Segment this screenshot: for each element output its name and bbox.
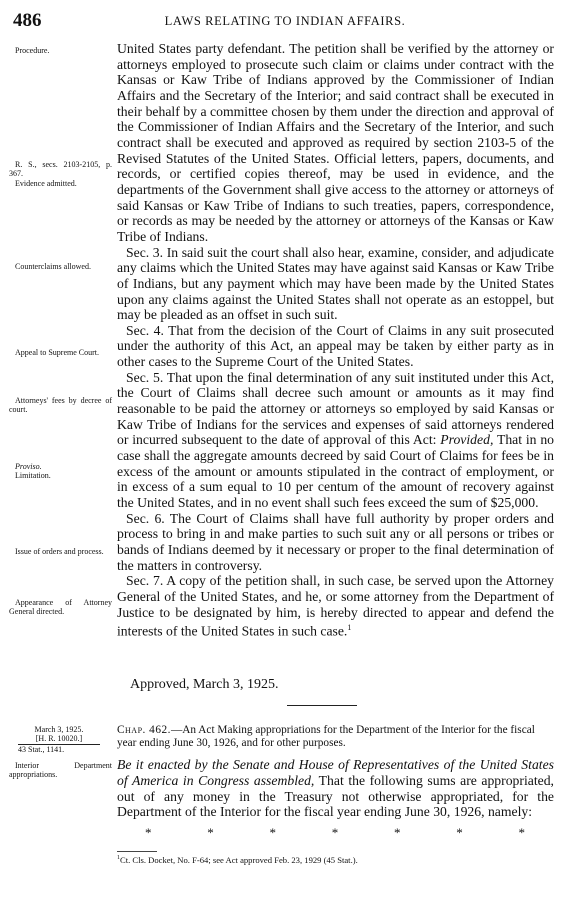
margin-note-attorney-general: Appearance of Attorney General directed. xyxy=(9,598,112,617)
page-number: 486 xyxy=(13,10,42,31)
margin-note-proviso: Proviso. Limitation. xyxy=(15,462,51,481)
margin-note-procedure: Procedure. xyxy=(15,46,50,55)
page-header xyxy=(13,10,557,36)
approved-line: Approved, March 3, 1925. xyxy=(130,677,279,692)
proviso-word: Provided, xyxy=(440,432,494,448)
section-rule xyxy=(287,705,357,706)
paragraph-sec-5 xyxy=(117,370,554,511)
paragraph-sec-7 xyxy=(117,573,554,639)
star: * xyxy=(456,825,463,840)
paragraph-petition: United States party defendant. The petition shall be verified by the attorney or attorneys employed to prosecute such claim or claims under contract with the Kansas or Kaw Tribe of Indians approved by the Commissioner of Indian Affairs and the Secretary of the Interior; and said contract shall be executed in their behalf by a committee chosen by them under the direction and approval of the Commissioner of Indian Affairs and the Secretary of the Interior, and such contract shall be executed and approved as required by section 2103-5 of the Revised Statutes of the United States. Official letters, papers, documents, and records, or certified copies thereof, may be used in evidence, and the departments of the Government shall give access to the attorney or attorneys of said Kansas or Kaw Tribe of Indians to such treaties, papers, correspondence, or records as may be needed by the attorney or attorneys of the Kansas or Kaw Tribe of Indians. xyxy=(117,41,554,244)
running-head: LAWS RELATING TO INDIAN AFFAIRS. xyxy=(164,14,406,28)
chapter-stat: 43 Stat., 1141. xyxy=(18,745,65,755)
enacting-text: That the following sums are appropriated, out of any money in the Treasury not otherwise appropriated, for the Department of the Interior for the fiscal year ending June 30, 1926, namely: xyxy=(117,772,554,820)
chapter-margin xyxy=(18,725,100,755)
chapter-bill: [H. R. 10020.] xyxy=(35,734,83,744)
enacting-clause xyxy=(117,757,554,820)
star: * xyxy=(207,825,214,840)
enacting-italic: Be it enacted by the Senate and House of Representatives of the United States of America in Congress assembled, xyxy=(117,757,554,788)
margin-note-orders: Issue of orders and process. xyxy=(15,547,104,556)
chapter-title xyxy=(117,724,554,749)
margin-note-rs-sections: R. S., secs. 2103-2105, p. 367. xyxy=(9,160,112,179)
ellipsis-stars xyxy=(145,825,525,841)
paragraph-sec-3: Sec. 3. In said suit the court shall also hear, examine, consider, and adjudicate any claims which the United States may have against said Kansas or Kaw Tribe of Indians, but any payment which may have been made by the United States upon any claims against the United States shall not operate as an estoppel, but may be pleaded as an offset in such suit. xyxy=(117,244,554,323)
star: * xyxy=(518,825,525,840)
paragraph-sec-4: Sec. 4. That from the decision of the Court of Claims in any suit prosecuted under the authority of this Act, an appeal may be taken by either party as in other cases to the Supreme Court of the United States. xyxy=(117,322,554,370)
star: * xyxy=(394,825,401,840)
chapter-label: Chap. 462. xyxy=(117,724,171,736)
margin-note-attorneys-fees: Attorneys' fees by decree of court. xyxy=(9,396,112,415)
sec-5-proviso-text: That in no case shall the aggregate amounts decreed by said Court of Claims for fees be in excess of the amount or amounts stipulated in the contract of employment, or in excess of a sum equal to 10 per centum of the amount of recovery against the United States, and in no event shall such fees exceed the sum of $25,000. xyxy=(117,432,555,511)
margin-note-counterclaims: Counterclaims allowed. xyxy=(15,262,91,271)
chapter-date: March 3, 1925. xyxy=(34,725,84,734)
footnote-ref: 1 xyxy=(347,623,352,633)
footnote-mark: 1 xyxy=(117,855,120,862)
star: * xyxy=(331,825,339,840)
paragraph-sec-6: Sec. 6. The Court of Claims shall have full authority by proper orders and process to bring in and make parties to such suit any or all persons or tribes or bands of Indians deemed by it necessary or proper to the final determination of the matters in controversy. xyxy=(117,510,554,573)
sec-5-text: Sec. 5. That upon the final determination of any suit instituted under this Act, the Court of Claims shall decree such amount or amounts as it may find reasonable to be paid the attorney or attorneys so employed by said Kansas or Kaw Tribe of Indians for the services and expenses of said attorneys rendered or incurred subsequent to the date of approval of this Act: xyxy=(117,369,554,448)
body-text xyxy=(117,41,554,640)
star: * xyxy=(145,825,152,840)
margin-note-interior: Interior Department appropriations. xyxy=(9,761,112,780)
footnote xyxy=(117,855,557,865)
margin-note-evidence: Evidence admitted. xyxy=(15,179,77,188)
footnote-rule xyxy=(117,851,157,852)
chapter-title-text: —An Act Making appropriations for the Department of the Interior for the fiscal year ending June 30, 1926, and for other purposes. xyxy=(117,724,535,749)
footnote-text: Ct. Cls. Docket, No. F-64; see Act approved Feb. 23, 1929 (45 Stat.). xyxy=(120,855,358,865)
margin-note-appeal: Appeal to Supreme Court. xyxy=(15,348,99,357)
sec-7-text: Sec. 7. A copy of the petition shall, in such case, be served upon the Attorney General of the United States, and he, or some attorney from the Department of Justice to be designated by him, is hereby directed to appear and defend the interests of the United States in such case. xyxy=(117,573,554,639)
star: * xyxy=(269,825,276,840)
